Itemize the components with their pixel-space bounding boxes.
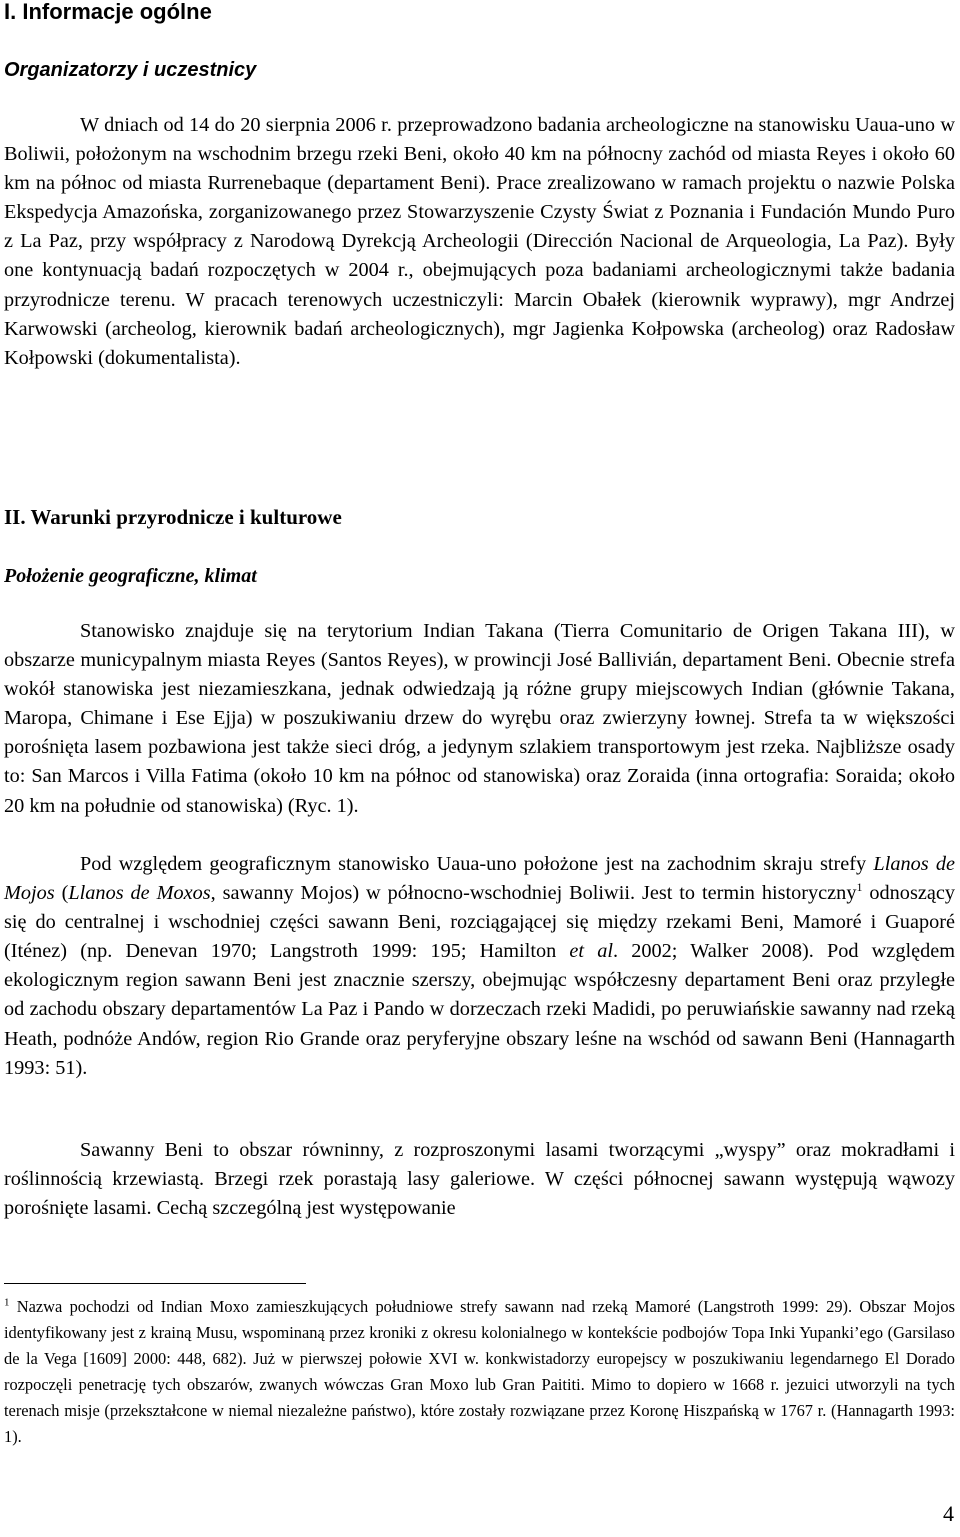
- paragraph-location: [4, 617, 955, 821]
- text-run: Pod względem geograficznym stanowisko Uaua-uno położone jest na zachodnim skraju strefy: [80, 853, 874, 875]
- paragraph-organizers: [4, 111, 955, 373]
- text-run: , sawanny Mojos) w północno-wschodniej Boliwii. Jest to termin historyczny: [210, 882, 857, 905]
- text-run: . 2002; Walker 2008). Pod względem ekologicznym region sawann Beni jest znacznie szerszy, obejmując współczesny departament Beni oraz przyległe od zachodu obszary departamentów La Paz i Pando w dorzeczach rzeki Madidi, po peruwiańskie sawanny nad rzeką Heath, podnóże Andów, region Rio Grande oraz peryferyjne obszary leśne na wschód od sawann Beni (Hannagarth 1993: 51).: [4, 940, 956, 1079]
- footnote: [4, 1294, 955, 1451]
- footnote-separator: [4, 1283, 306, 1284]
- section-heading-1: I. Informacje ogólne: [4, 0, 212, 24]
- italic-term: Llanos de Mojos: [4, 853, 956, 905]
- paragraph-savannas: [4, 1136, 955, 1223]
- text-run: odnoszący się do centralnej i wschodniej części sawann Beni, rozciągającej się między rzekami Beni, Mamoré i Guaporé (Iténez) (np. Denevan 1970; Langstroth 1999: 195; Hamilton: [4, 882, 955, 963]
- subheading-geography: Położenie geograficzne, klimat: [4, 565, 257, 587]
- footnote-marker: 1: [4, 1296, 10, 1309]
- page-number: 4: [943, 1501, 954, 1526]
- paragraph-text: Stanowisko znajduje się na terytorium Indian Takana (Tierra Comunitario de Origen Takana III), w obszarze municypalnym miasta Reyes (Santos Reyes), w prowincji José Ballivián, departament Beni. Obecnie strefa wokół stanowiska jest niezamieszkana, jednak odwiedzają ją różne grupy miejscowych Indian (głównie Takana, Maropa, Chimane i Ese Ejja) w poszukiwaniu drzew do wyrębu oraz zwierzyny łownej. Strefa ta w większości porośnięta lasem pozbawiona jest także sieci dróg, a jedynym szlakiem transportowym jest rzeka. Najbliższe osady to: San Marcos i Villa Fatima (około 10 km na północ od stanowiska) oraz Zoraida (inna ortografia: Soraida; około 20 km na południe od stanowiska) (Ryc. 1).: [4, 620, 955, 817]
- paragraph-text: W dniach od 14 do 20 sierpnia 2006 r. przeprowadzono badania archeologiczne na stanowisku Uaua-uno w Boliwii, położonym na wschodnim brzegu rzeki Beni, około 40 km na północny zachód od miasta Reyes i około 60 km na północ od miasta Rurrenebaque (departament Beni). Prace zrealizowano w ramach projektu o nazwie Polska Ekspedycja Amazońska, zorganizowanego przez Stowarzyszenie Czysty Świat z Poznania i Fundación Mundo Puro z La Paz, przy współpracy z Narodową Dyrekcją Archeologii (Dirección Nacional de Arqueologia, La Paz). Były one kontynuacją badań rozpoczętych w 2004 r., obejmujących poza badaniami archeologicznymi także badania przyrodnicze terenu. W pracach terenowych uczestniczyli: Marcin Obałek (kierownik wyprawy), mgr Andrzej Karwowski (archeolog, kierownik badań archeologicznych), mgr Jagienka Kołpowska (archeolog) oraz Radosław Kołpowski (dokumentalista).: [4, 114, 955, 369]
- section-heading-2: II. Warunki przyrodnicze i kulturowe: [4, 505, 342, 529]
- subheading-organizers: Organizatorzy i uczestnicy: [4, 59, 257, 81]
- paragraph-geography: [4, 850, 955, 1083]
- paragraph-text: Sawanny Beni to obszar równinny, z rozproszonymi lasami tworzącymi „wyspy” oraz mokradłami i roślinnością krzewiastą. Brzegi rzek porastają lasy galeriowe. W części północnej sawann występują wąwozy porośnięte lasami. Cechą szczególną jest występowanie: [4, 1139, 955, 1220]
- footnote-text: Nazwa pochodzi od Indian Moxo zamieszkujących południowe strefy sawann nad rzeką Mamoré (Langstroth 1999: 29). Obszar Mojos identyfikowany jest z krainą Musu, wspominaną przez kroniki z okresu kolonialnego w kontekście podbojów Topa Inki Yupanki’ego (Garsilaso de la Vega [1609] 2000: 448, 682). Już w pierwszej połowie XVI w. konkwistadorzy europejscy w poszukiwaniu legendarnego El Dorado rozpoczęli penetrację tych obszarów, zwanych wówczas Gran Moxo lub Gran Paititi. Mimo to dopiero w 1668 r. jezuici utworzyli na tych terenach misje (przekształcone w niemal niezależne państwo), które zostały rozwiązane przez Koronę Hiszpańską w 1767 r. (Hannagarth 1993: 1).: [4, 1297, 955, 1447]
- footnote-reference[interactable]: 1: [856, 880, 863, 895]
- text-run: (: [54, 882, 69, 905]
- italic-term: Llanos de Moxos: [68, 882, 211, 905]
- italic-term: et al: [569, 940, 613, 963]
